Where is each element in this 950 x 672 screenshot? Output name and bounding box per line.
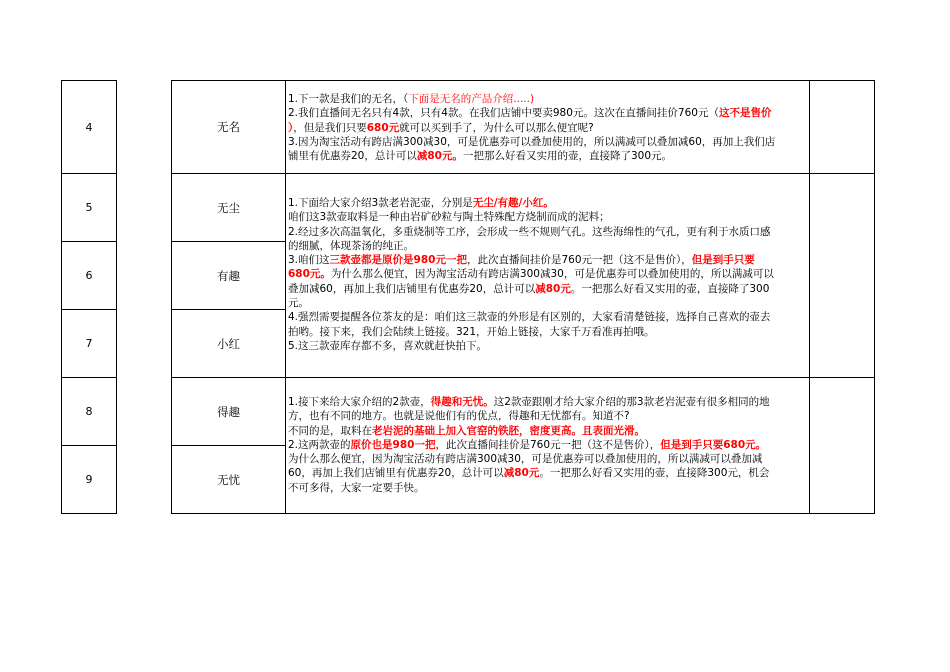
row-number-text: 4	[85, 120, 93, 134]
text-run: 3.咱们这	[288, 254, 330, 267]
product-name: 得趣	[217, 404, 240, 419]
text-line	[288, 409, 808, 423]
text-run: 3.因为淘宝活动有跨店满300减30，可是优惠券可以叠加使用的，所以满减可以叠加减60，再加上我们店	[288, 135, 776, 148]
text-run: 减80元	[503, 467, 540, 480]
text-run: 原价也是980一把	[350, 438, 436, 451]
text-run: 但是到手只要	[691, 254, 755, 267]
text-run: 5.这三款壶库存都不多，喜欢就赶快拍下。	[288, 339, 488, 352]
text-line	[288, 296, 808, 310]
product-name: 有趣	[217, 268, 240, 283]
row-number	[61, 446, 117, 514]
product-intro-text	[288, 196, 808, 353]
row-number	[61, 174, 117, 242]
text-run: 铺里有优惠券20，总计可以	[288, 150, 417, 163]
text-run: 1.下面给大家介绍3款老岩泥壶，分别是	[288, 197, 473, 209]
text-run: 就可以买到手了，为什么可以那么便宜呢?	[399, 121, 594, 134]
product-name-cell	[172, 310, 286, 378]
row-number-text: 7	[85, 337, 93, 350]
text-line	[288, 424, 808, 438]
text-run: 680元。	[288, 268, 331, 281]
text-line	[288, 282, 808, 296]
text-line	[288, 135, 808, 149]
text-run: 这不是售价	[718, 107, 772, 120]
text-run: ，此次直播间挂价是760元一把（这不是售价），	[466, 254, 692, 267]
text-line	[288, 267, 808, 281]
text-line	[288, 310, 808, 324]
row-number	[61, 310, 117, 378]
text-run: 1.接下来给大家介绍的2款壶，	[288, 396, 431, 408]
text-run: 2.经过多次高温氧化，多重烧制等工序，会形成一些不规则气孔。这些海绵性的气孔，更有利于水质口感	[288, 225, 771, 238]
text-run: 。一把那么好看又实用的壶，直接降300元，机会	[539, 467, 770, 480]
text-line	[288, 452, 808, 466]
text-line	[288, 196, 808, 210]
row-number	[61, 242, 117, 310]
text-line	[288, 253, 808, 267]
text-run: 老岩泥的基础上加入官窑的铁胚，密度更高。且表面光滑。	[372, 424, 645, 437]
text-line	[288, 395, 808, 409]
text-run: 。一把那么好看又实用的壶，直接降了300	[570, 282, 770, 295]
text-run: 为什么那么便宜，因为淘宝活动有跨店满300减30，可是优惠券可以叠加使用的，所以满减可以叠加减	[288, 453, 763, 466]
row-number-text: 9	[85, 473, 93, 486]
text-run: 这2款壶跟刚才给大家介绍的那3款老岩泥壶有很多相同的地	[493, 396, 770, 408]
text-run: 得趣和无忧。	[430, 396, 494, 408]
text-run: 叠加减60，再加上我们店铺里有优惠券20，总计可以	[288, 282, 536, 295]
text-run: 的细腻，体现茶汤的纯正。	[288, 239, 414, 252]
text-run: 不同的是，取料在	[288, 424, 372, 437]
product-intro-text	[288, 395, 808, 495]
text-run: ，此次直播间挂价是760元一把（这不是售价），	[435, 438, 661, 451]
text-line	[288, 225, 808, 239]
text-line	[288, 239, 808, 253]
text-run: 一把那么好看又实用的壶，直接降了300元。	[463, 150, 673, 163]
text-run: 1.下一款是我们的无名，（	[288, 93, 409, 105]
product-script-table	[171, 80, 875, 514]
row-number-text: 8	[85, 405, 93, 418]
text-run: 680元	[366, 121, 400, 134]
text-run: 元。	[288, 297, 309, 310]
row-number-text: 5	[85, 201, 93, 214]
text-line	[288, 92, 808, 106]
product-name: 无名	[217, 120, 240, 134]
row-number	[61, 378, 117, 446]
product-name-cell	[172, 242, 286, 310]
text-run: 方，也有不同的地方。也就是说他们有的优点，得趣和无忧都有。知道不?	[288, 410, 630, 423]
product-name: 无尘	[217, 200, 240, 215]
empty-cell	[810, 174, 874, 378]
text-run: 但是到手只要680元。	[660, 438, 767, 451]
text-line	[288, 149, 808, 163]
text-run: 三款壶都是原价是980元一把	[329, 254, 467, 267]
text-run: 2.这两款壶的	[288, 438, 351, 451]
text-run: 无尘/有趣/小红。	[472, 197, 554, 209]
text-run: 60，再加上我们店铺里有优惠券20，总计可以	[288, 467, 504, 480]
product-name: 小红	[217, 336, 240, 351]
text-line	[288, 466, 808, 480]
text-run: 咱们这3款壶取料是一种由岩矿砂粒与陶土特殊配方烧制而成的泥料；	[288, 211, 610, 224]
text-run: 为什么那么便宜，因为淘宝活动有跨店满300减30，可是优惠券可以叠加使用的，所以满减可以	[330, 268, 774, 281]
text-line	[288, 106, 808, 120]
product-name-cell	[172, 446, 286, 513]
text-line	[288, 210, 808, 224]
text-line	[288, 339, 808, 353]
empty-cell	[810, 81, 874, 174]
text-run: 2.我们直播间无名只有4款，只有4款。在我们店铺中要卖980元。这次在直播间挂价760元（	[288, 107, 719, 120]
text-line	[288, 325, 808, 339]
text-line	[288, 121, 808, 135]
text-run: 减80元	[535, 282, 571, 295]
product-name: 无忧	[217, 472, 240, 487]
text-run: ）	[288, 121, 294, 134]
text-run: 不可多得，大家一定要手快。	[288, 481, 425, 494]
text-line	[288, 438, 808, 452]
text-line	[288, 481, 808, 495]
product-name-cell	[172, 174, 286, 242]
row-number-text: 6	[85, 269, 93, 282]
empty-cell	[810, 378, 874, 513]
product-intro-text	[288, 92, 808, 163]
text-run: 减80元。	[416, 150, 463, 163]
product-name-cell	[172, 378, 286, 446]
text-run: 下面是无名的产品介绍.....)	[408, 93, 535, 105]
row-number	[61, 80, 117, 174]
product-name-cell	[172, 81, 286, 174]
text-run: ，但是我们只要	[293, 121, 367, 134]
text-run: 拍哟。接下来，我们会陆续上链接。321，开始上链接，大家千万看准再拍哦。	[288, 325, 655, 338]
text-run: 4.强烈需要提醒各位茶友的是：咱们这三款壶的外形是有区别的，大家看清楚链接，选择自己喜欢的壶去	[288, 311, 771, 324]
